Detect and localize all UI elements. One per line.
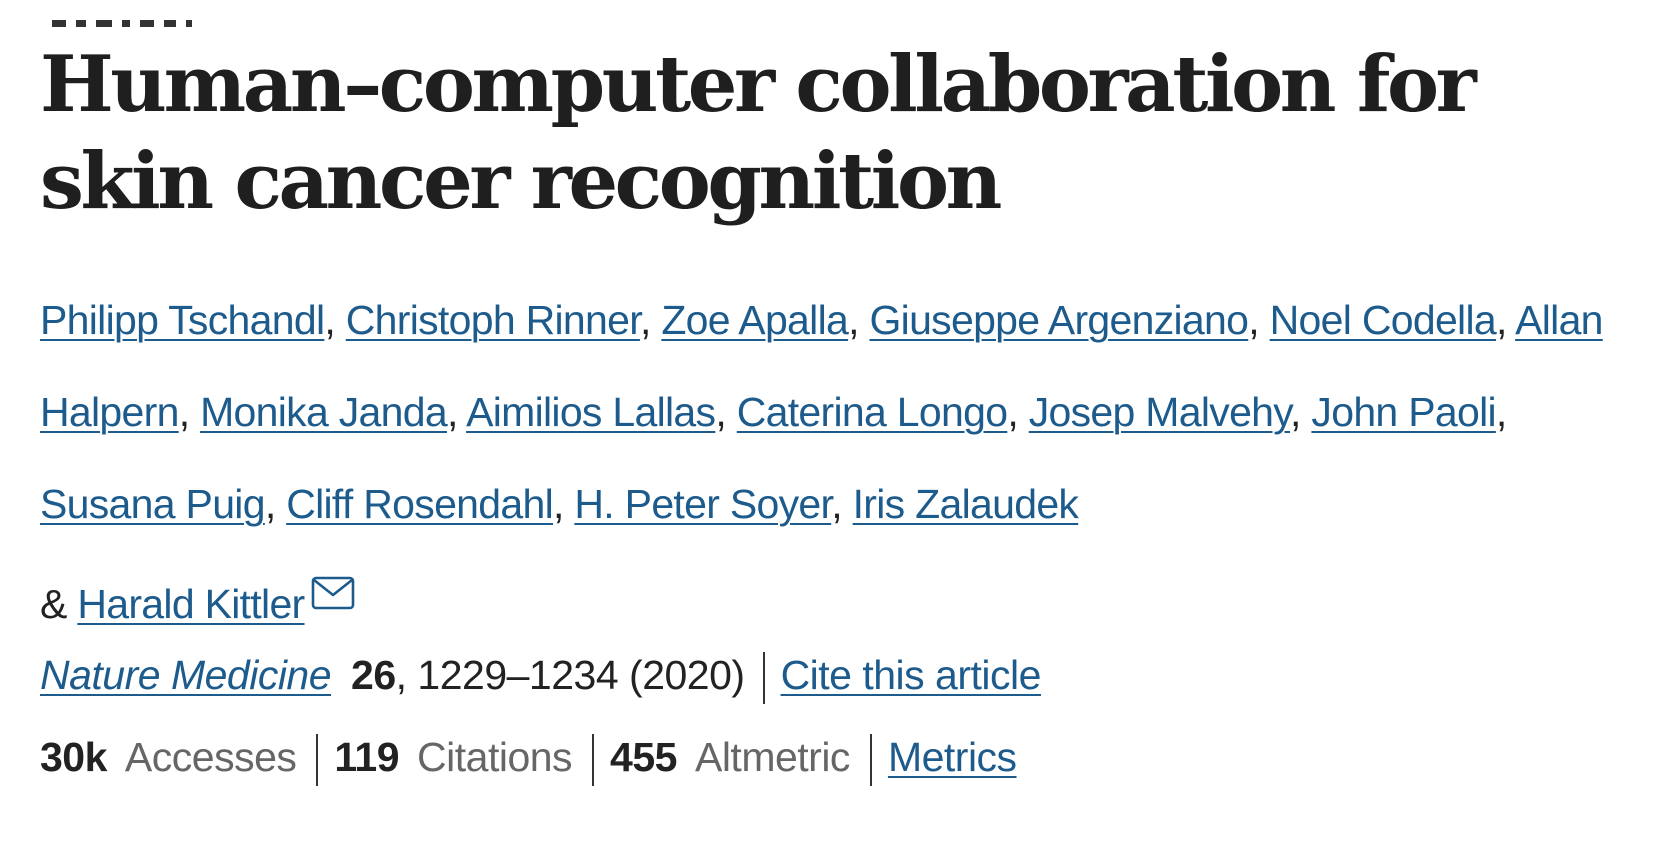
author-separator: , [553, 481, 575, 527]
author-link[interactable]: Cliff Rosendahl [286, 481, 553, 527]
clipped-nav-fragment [52, 20, 312, 28]
author-separator: , [1007, 389, 1029, 435]
author-list [40, 274, 1630, 650]
journal-link[interactable]: Nature Medicine [40, 652, 332, 698]
author-separator: , [1248, 297, 1270, 343]
metrics-link[interactable]: Metrics [887, 734, 1017, 780]
divider [592, 734, 594, 786]
author-link[interactable]: H. Peter Soyer [574, 481, 832, 527]
author-separator: , [1290, 389, 1312, 435]
metrics-row [40, 728, 1017, 786]
author-link[interactable]: John Paoli [1311, 389, 1496, 435]
divider [870, 734, 872, 786]
accesses-label: Accesses [124, 734, 297, 780]
author-link-corresponding[interactable]: Harald Kittler [77, 581, 305, 627]
author-separator: , [1495, 297, 1516, 343]
author-link[interactable]: Philipp Tschandl [40, 297, 325, 343]
volume-number: 26 [351, 652, 396, 698]
pages-year: , 1229–1234 (2020) [395, 652, 745, 698]
author-link[interactable]: Josep Malvehy [1028, 389, 1291, 435]
citations-count: 119 [334, 734, 400, 780]
author-separator: , [178, 389, 201, 435]
author-separator: , [639, 297, 662, 343]
title-line-2: skin cancer recognition [40, 136, 999, 227]
author-link[interactable]: Allan Halpern [40, 297, 1603, 435]
author-separator: , [324, 297, 346, 343]
divider [763, 652, 765, 704]
author-link[interactable]: Monika Janda [200, 389, 447, 435]
accesses-count: 30k [40, 734, 107, 780]
author-link[interactable]: Caterina Longo [736, 389, 1008, 435]
author-link[interactable]: Zoe Apalla [661, 297, 849, 343]
article-title [40, 36, 1620, 230]
divider [316, 734, 318, 786]
author-separator: , [1495, 389, 1507, 435]
author-link[interactable]: Noel Codella [1269, 297, 1496, 343]
author-separator: , [446, 389, 467, 435]
author-link[interactable]: Aimilios Lallas [466, 389, 716, 435]
author-separator: , [848, 297, 870, 343]
citation-row [40, 646, 1041, 704]
author-separator: , [831, 481, 853, 527]
author-link[interactable]: Christoph Rinner [345, 297, 640, 343]
altmetric-label: Altmetric [694, 734, 850, 780]
author-connector: & [40, 581, 78, 627]
author-separator: , [715, 389, 737, 435]
author-link[interactable]: Susana Puig [40, 481, 265, 527]
author-link[interactable]: Giuseppe Argenziano [869, 297, 1249, 343]
author-separator: , [264, 481, 287, 527]
altmetric-score: 455 [610, 734, 677, 780]
cite-article-link[interactable]: Cite this article [780, 652, 1041, 698]
citations-label: Citations [417, 734, 573, 780]
author-link[interactable]: Iris Zalaudek [852, 481, 1079, 527]
title-line-1: Human–computer collaboration for [40, 39, 1474, 130]
mail-icon[interactable] [311, 550, 355, 584]
